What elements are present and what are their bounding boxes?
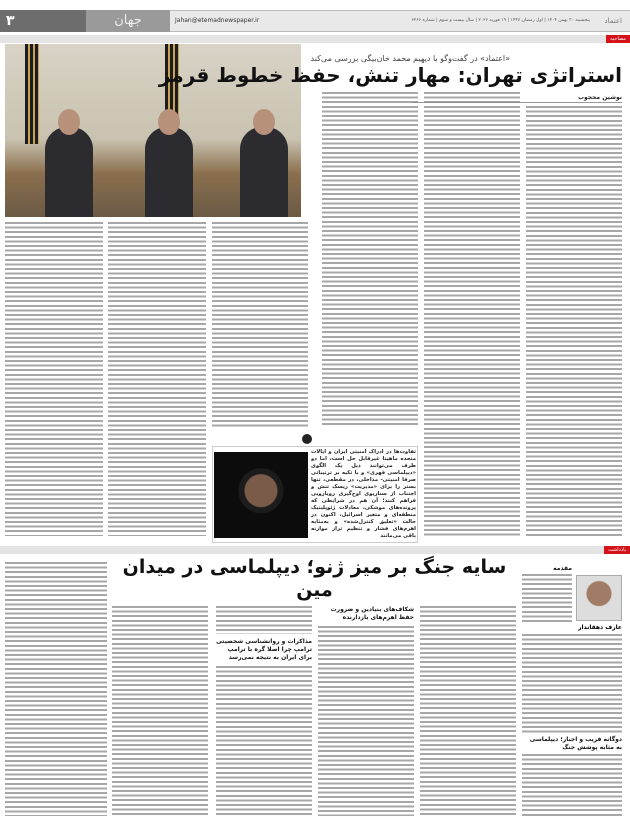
text-column [424,92,520,536]
text-column [216,666,312,816]
text-column [522,634,622,734]
author-photo [576,575,622,621]
text-column [112,606,208,816]
section-title: جهان [86,10,170,32]
subhead: مذاکرات و روانشناسی شخصیتی ترامپ چرا اصلا گره با ترامپ برای ایران به نتیجه نمی‌رسد [216,638,312,661]
text-column [5,222,103,536]
interview-label: مصاحبه [606,35,630,43]
intro-label: مقدمه [553,565,572,572]
page-number: ۳ [0,10,86,32]
subhead: شکاف‌های بنیادین و ضرورت حفظ اهرم‌های بازدارنده [330,606,414,621]
opinion-label: یادداشت [604,546,630,554]
interview-kicker: «اعتماد» در گفت‌وگو با دیهیم محمد خان‌بیگی بررسی می‌کند [310,54,510,63]
text-column [318,626,414,816]
text-column [212,222,308,428]
opinion-headline: سایه جنگ بر میز ژنو؛ دیپلماسی در میدان مین [112,556,517,602]
text-column [420,606,516,816]
section-band [0,546,630,554]
section-band [0,35,630,43]
interviewee-photo [214,452,308,538]
pull-quote: تفاوت‌ها در ادراک امنیتی ایران و ایالات متحده ماهیتا غیرقابل حل است، اما دو طرف می‌توانند ذیل یک الگوی «دیپلماسی قهری» و با تکیه بر ترتیباتی صرفا امنیتی- مداخلی، در مقطعی، تنها بستر را برای «مدیریت» ریسک تنش و اجتناب از سناریوی اوج‌گیری رویارویی فراهم کنند؛ آن هم در شرایطی که پرونده‌های موشکی، معادلات ژئوپلیتیک منطقه‌ای و متغیر اسرائیل، اکنون در حالت «تعلیق کنترل‌شده» و به‌مثابه اهرم‌های فشار و تنظیم تراز موازنه باقی می‌مانند [311,449,416,539]
interview-headline: استراتژی تهران: مهار تنش، حفظ خطوط قرمز [158,63,622,87]
text-column [216,606,312,634]
section-email[interactable]: Jahan@etemadnewspaper.ir [175,17,260,24]
text-column [108,222,206,536]
dateline: پنجشنبه ۳۰ بهمن ۱۴۰۴ | اول رمضان ۱۴۴۷ | ۱۹ فوریه ۲۰۲۶ | سال بیست و سوم | شماره ۶۲۶۶ [411,18,590,23]
quote-icon [302,434,312,444]
text-column [322,92,418,428]
interview-byline: نوشین محجوب [577,94,622,101]
text-column [522,574,572,624]
newspaper-logo: اعتماد [604,17,622,25]
text-column [526,106,622,536]
text-column [522,754,622,816]
text-column [5,562,107,816]
author-name: عارف دهقاندار [578,624,622,631]
subhead: دوگانه فریب و اجبار؛ دیپلماسی به مثابه پوشش جنگ [529,736,622,751]
